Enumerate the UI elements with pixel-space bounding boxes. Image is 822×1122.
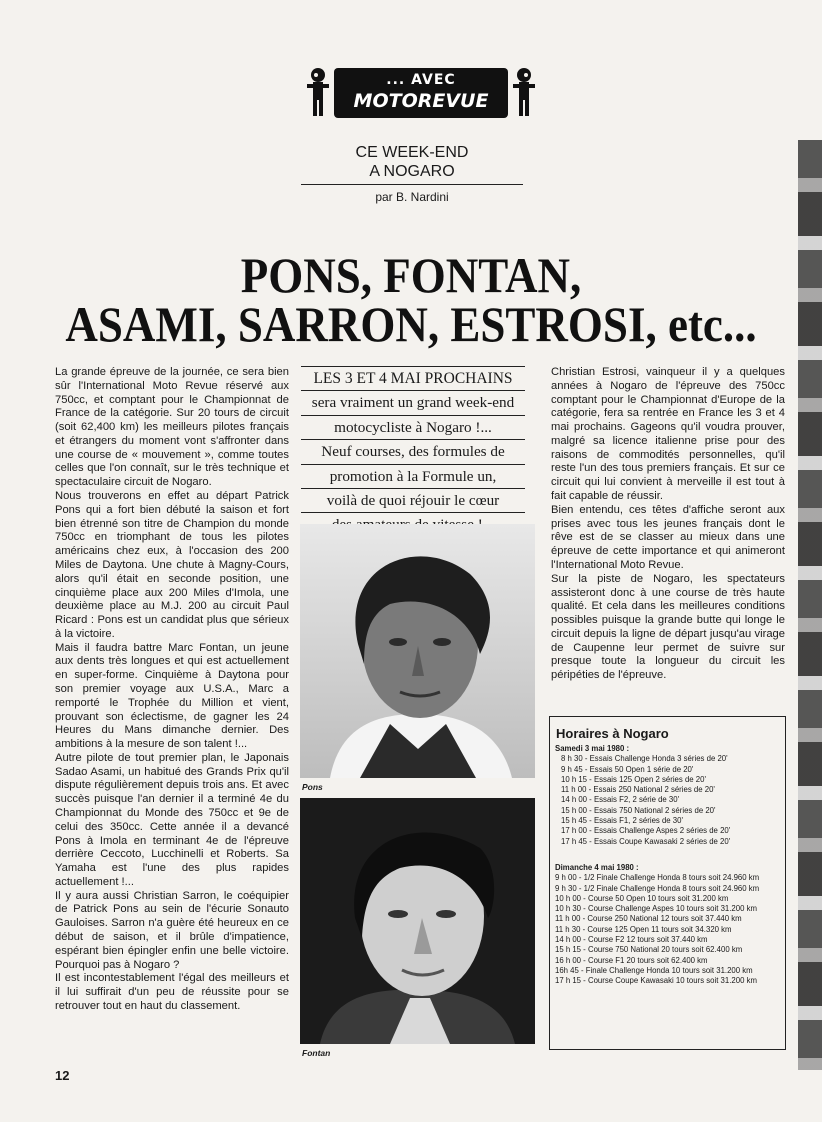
pull-quote-line: promotion à la Formule un, bbox=[301, 465, 525, 489]
schedule-item: 14 h 00 - Course F2 12 tours soit 37.440 km bbox=[555, 935, 708, 945]
paragraph: Christian Estrosi, vainqueur il y a quelques années à Nogaro de l'épreuve des 750cc comptant pour le Championnat d'Europe de la catégorie, fera sa rentrée en France les 3 et 4 mai prochains. Gageons qu'il voudra prouver, malgré sa licence italienne prise pour des raisons de commodités personnelles, qu'il reste l'un des tous premiers français. Et sur ce circuit qui lui convient à merveille il est tout à fait capable de réussir. bbox=[551, 366, 785, 503]
page-number: 12 bbox=[55, 1068, 70, 1083]
pull-quote bbox=[301, 366, 525, 538]
photo-caption: Fontan bbox=[302, 1048, 331, 1058]
photo-caption: Pons bbox=[302, 782, 323, 792]
headline-line1: PONS, FONTAN, bbox=[240, 247, 582, 303]
schedule-day-label: Samedi 3 mai 1980 : bbox=[555, 744, 630, 753]
article-column-right bbox=[551, 366, 785, 683]
schedule-title: Horaires à Nogaro bbox=[556, 726, 669, 741]
pull-quote-line: LES 3 ET 4 MAI PROCHAINS bbox=[301, 366, 525, 391]
schedule-item: 15 h 15 - Course 750 National 20 tours soit 62.400 km bbox=[555, 945, 743, 955]
schedule-item: 17 h 00 - Essais Challenge Aspes 2 séries de 20' bbox=[561, 826, 731, 836]
schedule-item: 10 h 00 - Course 50 Open 10 tours soit 31.200 km bbox=[555, 893, 729, 903]
paragraph: Bien entendu, ces têtes d'affiche seront aux prises avec tous les jeunes français dont le rêve est de se classer au mieux dans une épreuve de cette importance et qui animeront l'International Moto Revue. bbox=[551, 503, 785, 571]
logo-line1: ... AVEC bbox=[386, 72, 456, 88]
photo-pons bbox=[300, 524, 535, 778]
schedule-item: 10 h 15 - Essais 125 Open 2 séries de 20' bbox=[561, 774, 706, 784]
paragraph: Sur la piste de Nogaro, les spectateurs assisteront donc à une course de très haute qualité. Et cela dans les meilleures conditions possibles puisque la grande butte qui longe le circuit depuis la ligne de départ jusqu'au virage de Caupenne leur permet de suivre sur presque toute la longueur du circuit les péripéties de l'épreuve. bbox=[551, 572, 785, 682]
paragraph: Il y aura aussi Christian Sarron, le coéquipier de Patrick Pons au sein de l'écurie Sonauto Gauloises. Sarron n'a guère été heureux en ce début de saison, et il brûle d'impatience, espérant bien épingler enfin une belle victoire. Pourquoi pas à Nogaro ? bbox=[55, 889, 289, 971]
rider-cartoon-icon bbox=[304, 66, 332, 120]
schedule-item: 16h 45 - Finale Challenge Honda 10 tours soit 31.200 km bbox=[555, 965, 753, 975]
logo-line2: MOTOREVUE bbox=[353, 90, 489, 112]
rider-cartoon-icon bbox=[510, 66, 538, 120]
schedule-day-label: Dimanche 4 mai 1980 : bbox=[555, 863, 639, 872]
schedule-item: 11 h 00 - Course 250 National 12 tours soit 37.440 km bbox=[555, 914, 742, 924]
paragraph: Autre pilote de tout premier plan, le Japonais Sadao Asami, un habitué des Grands Prix qu'il dispute régulièrement depuis trois ans. Et avec succès puisque l'an dernier il a terminé 4e du Championnat du Monde des 750cc et 9e de celui des 350cc. Cette année il a devancé Pons à Imola en terminant 4e de l'épreuve derrière Ceccoto, Lucchinelli et Roberts. Sa Yamaha est l'une des plus rapides actuellement !... bbox=[55, 751, 289, 888]
schedule-item: 8 h 30 - Essais Challenge Honda 3 séries de 20' bbox=[561, 754, 728, 764]
schedule-item: 11 h 30 - Course 125 Open 11 tours soit 34.320 km bbox=[555, 924, 732, 934]
paragraph: Nous trouverons en effet au départ Patrick Pons qui a fort bien débuté la saison et fort bien étrenné son titre de Champion du monde 750cc en triomphant de tous les pilotes américains chez eux, à l'occasion des 200 Miles de Daytona. Une chute à Magny-Cours, alors qu'il était en seconde position, une cinquième place aux 200 Miles d'Imola, une deuxième place au M.J. 200 au circuit Paul Ricard : Pons est un candidat plus que sérieux à la victoire. bbox=[55, 490, 289, 640]
paragraph: Il est incontestablement l'égal des meilleurs et il lui suffirait d'un peu de réussite pour se retrouver tout en haut du classement. bbox=[55, 972, 289, 1012]
kicker-line1: CE WEEK-END bbox=[355, 144, 469, 161]
schedule-item: 17 h 45 - Essais Coupe Kawasaki 2 séries de 20' bbox=[561, 836, 731, 846]
byline: par B. Nardini bbox=[375, 190, 449, 204]
schedule-day1 bbox=[555, 744, 779, 847]
headline-line2: ASAMI, SARRON, ESTROSI, etc... bbox=[65, 296, 757, 352]
kicker-rule bbox=[301, 184, 523, 185]
schedule-item: 9 h 45 - Essais 50 Open 1 série de 20' bbox=[561, 764, 694, 774]
schedule-item: 16 h 00 - Course F1 20 tours soit 62.400 km bbox=[555, 955, 708, 965]
schedule-item: 9 h 00 - 1/2 Finale Challenge Honda 8 tours soit 24.960 km bbox=[555, 873, 760, 883]
schedule-item: 11 h 00 - Essais 250 National 2 séries de 20' bbox=[561, 785, 715, 795]
schedule-box bbox=[549, 716, 786, 1050]
pull-quote-line: sera vraiment un grand week-end bbox=[301, 391, 525, 415]
schedule-item: 15 h 00 - Essais 750 National 2 séries de 20' bbox=[561, 805, 716, 815]
schedule-item: 14 h 00 - Essais F2, 2 série de 30' bbox=[561, 795, 680, 805]
logo-banner bbox=[334, 68, 508, 118]
pull-quote-line: voilà de quoi réjouir le cœur bbox=[301, 489, 525, 513]
schedule-day2 bbox=[555, 863, 779, 987]
photo-fontan bbox=[300, 798, 535, 1044]
pull-quote-line: Neuf courses, des formules de bbox=[301, 440, 525, 464]
kicker-line2: A NOGARO bbox=[369, 163, 455, 180]
motorevue-logo bbox=[304, 64, 538, 124]
schedule-item: 17 h 15 - Course Coupe Kawasaki 10 tours soit 31.200 km bbox=[555, 976, 757, 986]
schedule-item: 9 h 30 - 1/2 Finale Challenge Honda 8 tours soit 24.960 km bbox=[555, 883, 760, 893]
paragraph: La grande épreuve de la journée, ce sera bien sûr l'International Moto Revue réservé aux 750cc, et comptant pour le Championnat de France de la catégorie. Sur 20 tours de circuit (soit 62,400 km) les meilleurs pilotes français et étrangers du moment vont s'affronter dans une course de « mouvement », comme toutes celles que l'on connaît, sur le très technique et spectaculaire circuit de Nogaro. bbox=[55, 366, 289, 489]
schedule-item: 15 h 45 - Essais F1, 2 séries de 30' bbox=[561, 816, 683, 826]
schedule-item: 10 h 30 - Course Challenge Aspes 10 tours soit 31.200 km bbox=[555, 904, 757, 914]
pull-quote-line: motocycliste à Nogaro !... bbox=[301, 416, 525, 440]
page-edge-strip bbox=[798, 140, 822, 1070]
article-column-left bbox=[55, 366, 289, 1014]
paragraph: Mais il faudra battre Marc Fontan, un jeune aux dents très longues et qui est actuellement en super-forme. Cinquième à Daytona pour son premier voyage aux U.S.A., Marc a remporté le Trophée du Million et vient, prouvant son éclectisme, de gagner les 24 Heures du Mans dimanche dernier. Des ambitions à la mesure de son talent !... bbox=[55, 641, 289, 751]
